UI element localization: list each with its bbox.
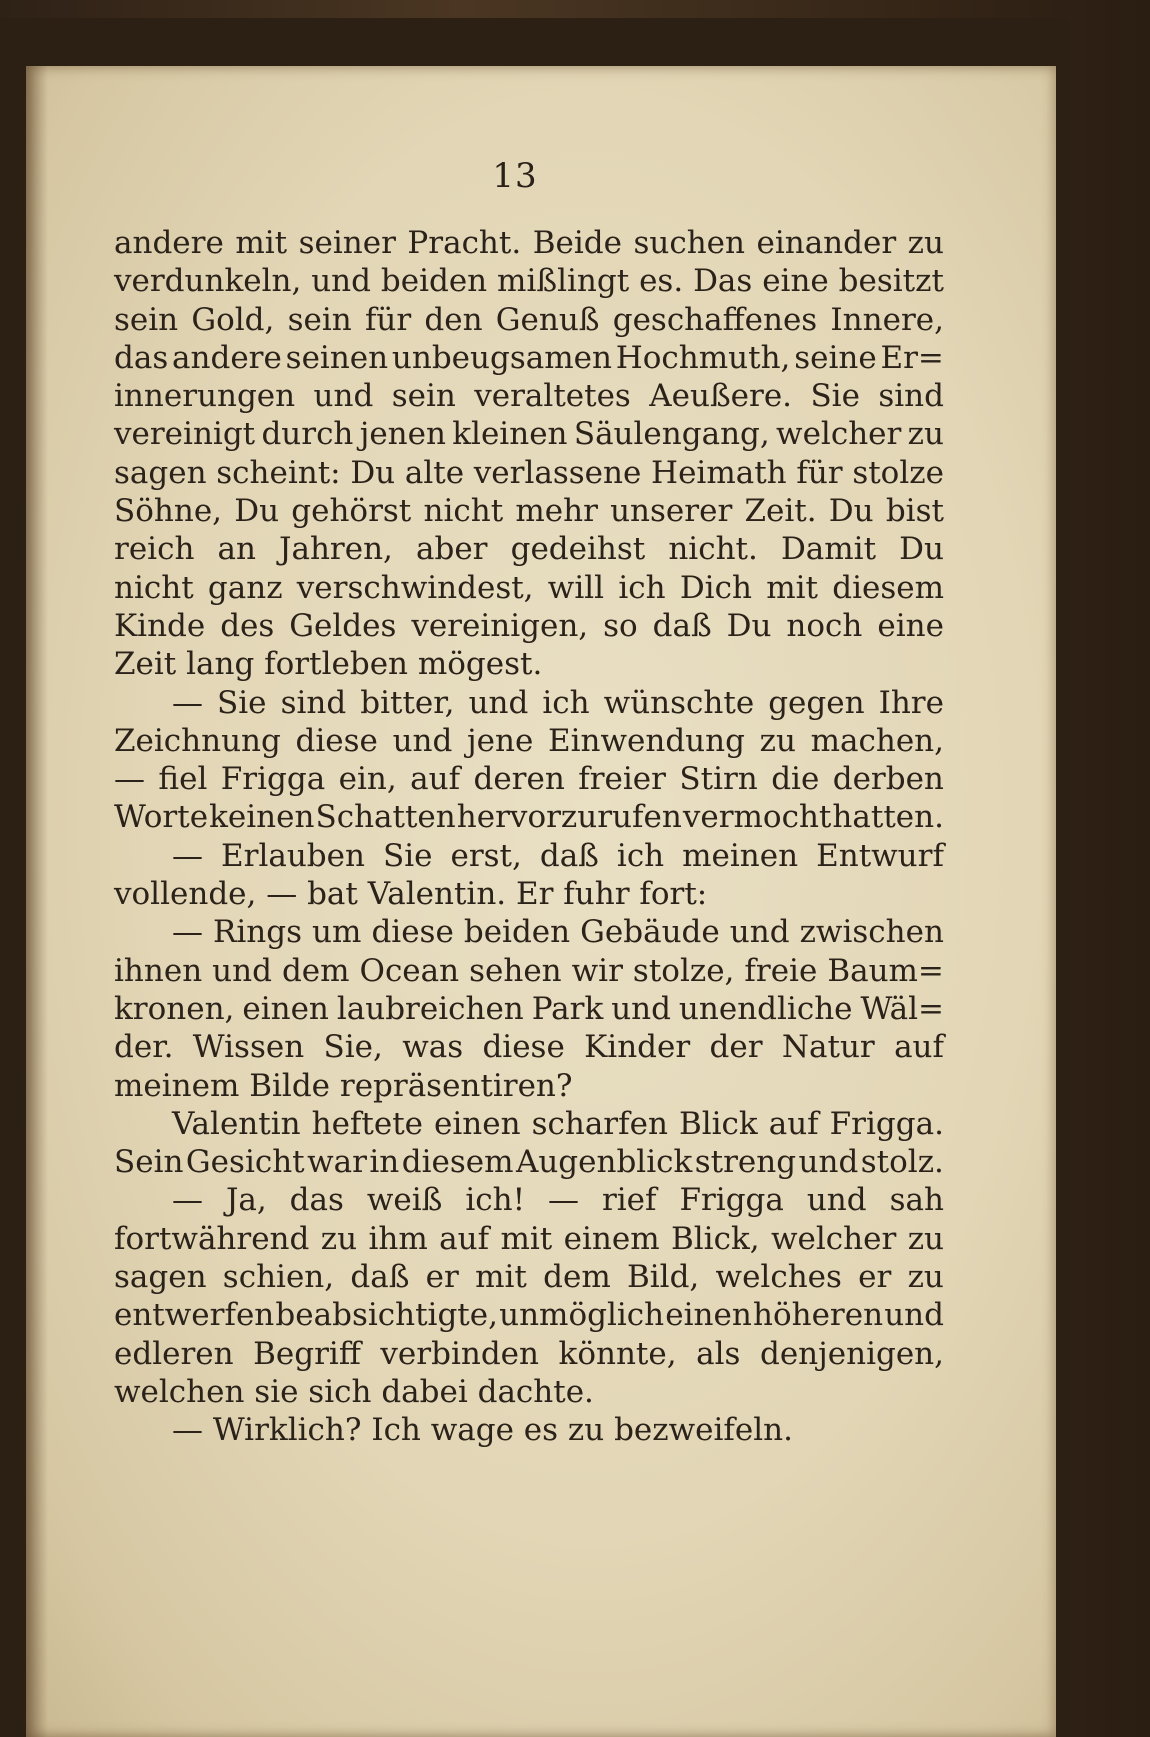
text-line: — Rings um diese beiden Gebäude und zwischen bbox=[172, 914, 944, 951]
page-number: 13 bbox=[492, 156, 538, 196]
text-line: meinem Bilde repräsentiren? bbox=[114, 1067, 573, 1104]
text-line: — Sie sind bitter, und ich wünschte gegen Ihre bbox=[172, 684, 944, 721]
text-line: — fiel Frigga ein, auf deren freier Stirn die derben bbox=[114, 761, 944, 798]
body-text bbox=[114, 224, 944, 1450]
text-line: fortwährend zu ihm auf mit einem Blick, welcher zu bbox=[114, 1220, 944, 1257]
text-line: — Wirklich? Ich wage es zu bezweifeln. bbox=[172, 1412, 793, 1449]
book-page bbox=[26, 66, 1056, 1737]
text-line: Söhne, Du gehörst nicht mehr unserer Zeit. Du bist bbox=[114, 493, 944, 530]
text-line: Zeit lang fortleben mögest. bbox=[114, 646, 543, 683]
text-line: kronen, einen laubreichen Park und unendliche Wäl= bbox=[114, 990, 944, 1027]
text-line: vereinigt durch jenen kleinen Säulengang, welcher zu bbox=[114, 416, 944, 453]
text-line: Valentin heftete einen scharfen Blick auf Frigga. bbox=[172, 1105, 944, 1142]
text-line: nicht ganz verschwindest, will ich Dich mit diesem bbox=[114, 569, 944, 606]
text-line: — Erlauben Sie erst, daß ich meinen Entwurf bbox=[172, 837, 944, 874]
text-line: ihnen und dem Ocean sehen wir stolze, freie Baum= bbox=[114, 952, 944, 989]
text-line: andere mit seiner Pracht. Beide suchen einander zu bbox=[114, 225, 944, 261]
text-line: — Ja, das weiß ich! — rief Frigga und sah bbox=[172, 1182, 944, 1219]
text-line: das andere seinen unbeugsamen Hochmuth, seine Er= bbox=[114, 339, 944, 376]
text-line: edleren Begriff verbinden könnte, als denjenigen, bbox=[114, 1335, 944, 1372]
text-line: Kinde des Geldes vereinigen, so daß Du noch eine bbox=[114, 607, 944, 644]
text-line: sagen schien, daß er mit dem Bild, welches er zu bbox=[114, 1259, 944, 1296]
text-line: vollende, — bat Valentin. Er fuhr fort: bbox=[114, 876, 708, 913]
page-gutter-shadow bbox=[26, 66, 48, 1737]
text-line: Worte keinen Schatten hervorzurufen vermocht hatten. bbox=[114, 799, 944, 836]
text-line: entwerfen beabsichtigte, unmöglich einen höheren und bbox=[114, 1297, 944, 1334]
text-line: welchen sie sich dabei dachte. bbox=[114, 1373, 594, 1410]
text-line: Zeichnung diese und jene Einwendung zu machen, bbox=[114, 722, 944, 759]
text-line: der. Wissen Sie, was diese Kinder der Natur auf bbox=[114, 1029, 944, 1066]
text-line: verdunkeln, und beiden mißlingt es. Das eine besitzt bbox=[114, 263, 944, 300]
text-line: reich an Jahren, aber gedeihst nicht. Damit Du bbox=[114, 531, 944, 568]
text-line: sein Gold, sein für den Genuß geschaffenes Innere, bbox=[114, 301, 944, 338]
text-line: Sein Gesicht war in diesem Augenblick streng und stolz. bbox=[114, 1144, 944, 1181]
text-line: sagen scheint: Du alte verlassene Heimath für stolze bbox=[114, 454, 944, 491]
text-line: innerungen und sein veraltetes Aeußere. Sie sind bbox=[114, 378, 944, 415]
